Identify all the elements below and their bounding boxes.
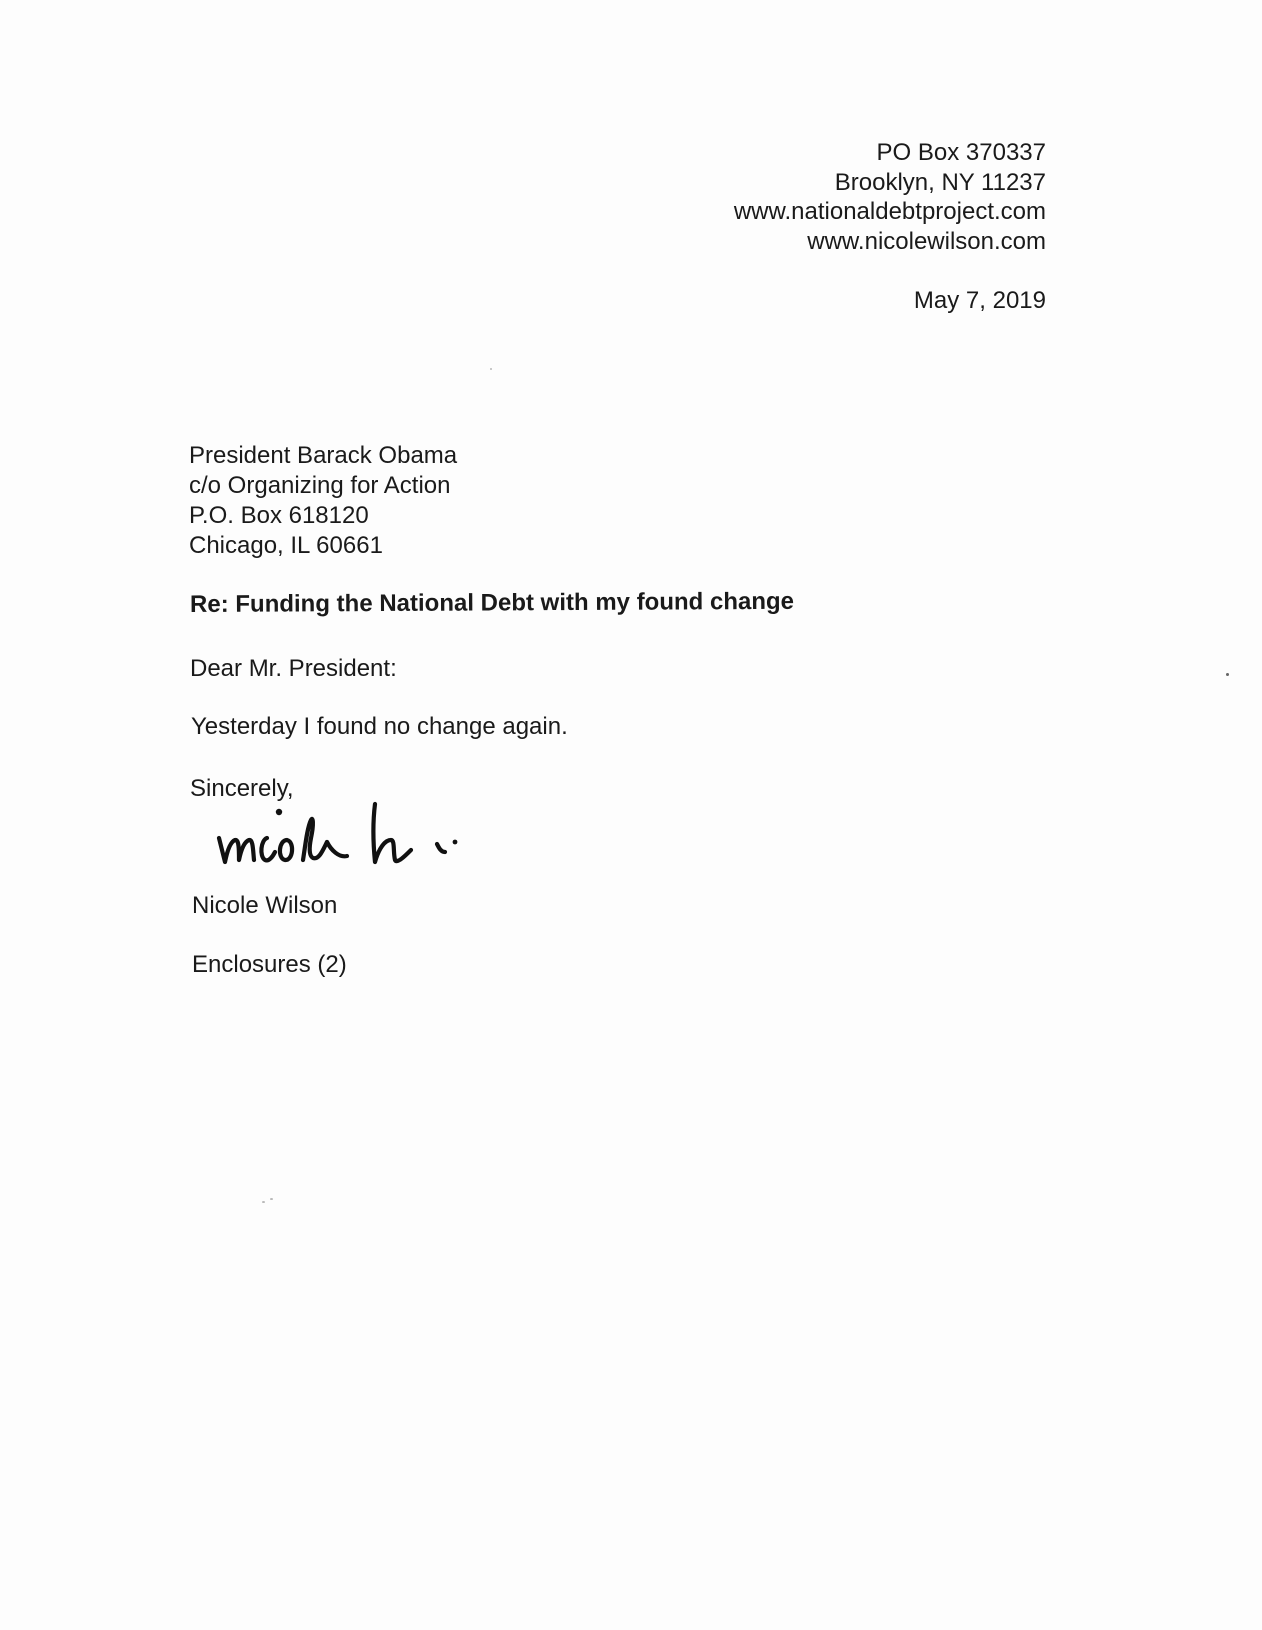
letter-date: May 7, 2019 [913, 287, 1046, 314]
subject-line: Re: Funding the National Debt with my found change [189, 587, 795, 618]
scan-speck [490, 368, 492, 370]
signer-name: Nicole Wilson [192, 892, 338, 919]
recipient-name: President Barack Obama [189, 442, 458, 469]
sender-po-box: PO Box 370337 [876, 139, 1046, 166]
scan-speck [262, 1201, 265, 1203]
enclosures-note: Enclosures (2) [192, 951, 347, 978]
recipient-care-of: c/o Organizing for Action [189, 472, 451, 499]
scan-speck [1226, 673, 1229, 676]
handwritten-signature [215, 798, 490, 878]
sender-website-project: www.nationaldebtproject.com [733, 198, 1046, 225]
scan-speck [270, 1198, 273, 1200]
recipient-po-box: P.O. Box 618120 [189, 502, 369, 529]
sender-website-personal: www.nicolewilson.com [807, 227, 1046, 255]
closing: Sincerely, [190, 775, 294, 802]
sender-city-state-zip: Brooklyn, NY 11237 [834, 168, 1046, 196]
recipient-address-block [189, 441, 457, 561]
recipient-city-state-zip: Chicago, IL 60661 [189, 532, 383, 559]
sender-address-block [734, 138, 1046, 256]
salutation: Dear Mr. President: [190, 655, 397, 682]
body-paragraph: Yesterday I found no change again. [191, 713, 568, 740]
